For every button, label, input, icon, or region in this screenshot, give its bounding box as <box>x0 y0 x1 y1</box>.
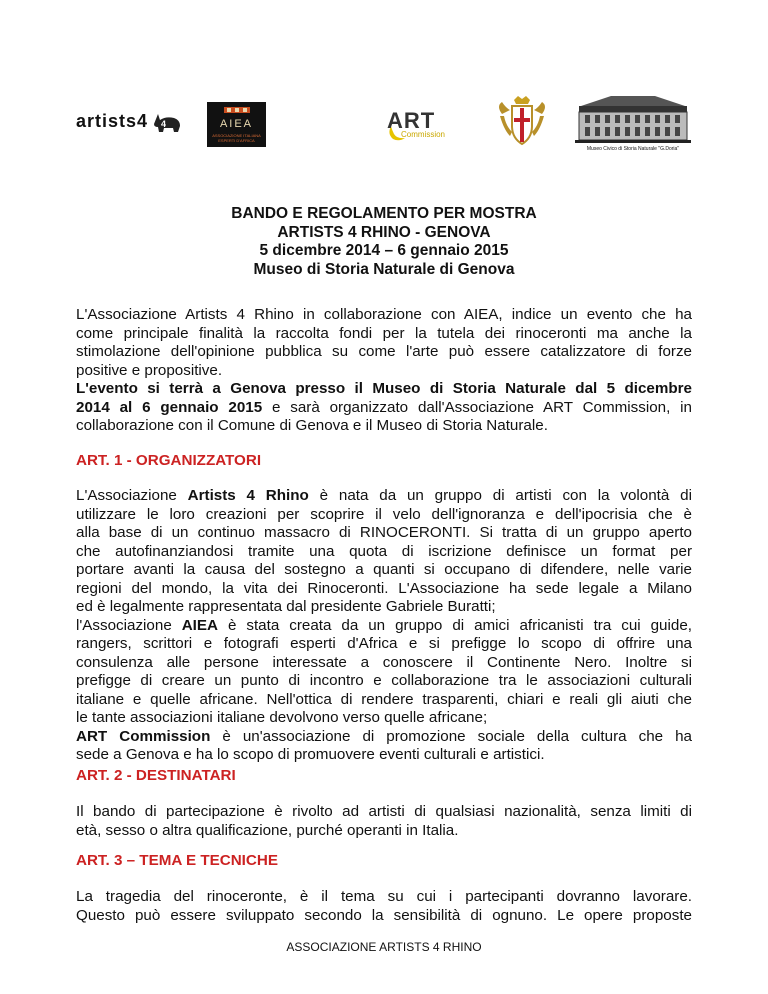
aiea-logo-sub2: ESPERTI D'AFRICA <box>218 138 255 143</box>
art3-heading: ART. 3 – TEMA E TECNICHE <box>76 852 278 869</box>
title-line-3: 5 dicembre 2014 – 6 gennaio 2015 <box>259 242 509 259</box>
art2-paragraph <box>76 803 692 840</box>
art1-line-mixed <box>76 487 692 506</box>
art1-text: è stata creata da un gruppo di amici africanisti tra cui guide, <box>218 616 692 634</box>
art-logo-sub: Commission <box>401 130 446 139</box>
logo-strip <box>0 92 768 162</box>
art1-line: italiane e quelle africane. Nell'ottica di rendere trasparenti, chiari e reali gli aiuti che <box>76 690 692 708</box>
artists4rhino-logo <box>76 108 180 136</box>
intro-date-bold: 2014 al 6 gennaio 2015 <box>76 398 263 416</box>
intro-line: come principale finalità la raccolta fondi per la tutela dei rinoceronti ma anche la <box>76 324 692 342</box>
art1-line: ed è legalmente rappresentata dal presidente Gabriele Buratti; <box>76 598 496 615</box>
title-line-2: ARTISTS 4 RHINO - GENOVA <box>277 223 491 241</box>
art1-text: L'Associazione <box>76 487 188 504</box>
art2-line: età, sesso o altra qualificazione, purché operanti in Italia. <box>76 821 459 839</box>
intro-line: stimolazione dell'opinione pubblica su come l'arte può essere catalizzatore di forze <box>76 343 692 360</box>
aiea-logo-sub1: ASSOCIAZIONE ITALIANA <box>212 133 261 138</box>
intro-line-rest: e sarà organizzato dall'Associazione ART Commission, in <box>262 398 692 416</box>
art1-line: utilizzare le loro creazioni per scoprire il velo dell'ignoranza e dell'ipocrisia che è <box>76 505 692 523</box>
art2-line: Il bando di partecipazione è rivolto ad artisti di qualsiasi nazionalità, senza limiti di <box>76 803 692 820</box>
title-line-4: Museo di Storia Naturale di Genova <box>253 260 515 278</box>
art1-name-bold: ART Commission <box>76 727 211 745</box>
title-line-1: BANDO E REGOLAMENTO PER MOSTRA <box>231 205 537 222</box>
art3-paragraph <box>76 888 692 925</box>
art1-name-bold: AIEA <box>181 616 219 634</box>
intro-line-bold: L'evento si terrà a Genova presso il Museo di Storia Naturale dal 5 dicembre <box>76 380 692 397</box>
intro-line: L'Associazione Artists 4 Rhino in collaborazione con AIEA, indice un evento che ha <box>76 306 692 323</box>
art1-text: è un'associazione di promozione sociale della cultura che ha <box>210 727 692 745</box>
intro-line-mixed <box>76 399 692 418</box>
art1-line: che autofinanziandosi tramite una quota di iscrizione definisce un format per <box>76 542 692 560</box>
art1-line: prefigge di creare un punto di incontro e collaborazione tra le associazioni culturali <box>76 672 692 689</box>
art1-line: portare avanti la causa del sostegno a quanti si occupano di difendere, nelle varie <box>76 561 692 578</box>
art1-line: alla base di un continuo massacro di RINOCERONTI. Si tratta di un gruppo aperto <box>76 524 692 541</box>
art3-line: La tragedia del rinoceronte, è il tema su cui i partecipanti dovranno lavorare. <box>76 888 692 905</box>
document-title <box>0 205 768 279</box>
art3-line: Questo può essere sviluppato secondo la sensibilità di ognuno. Le opere proposte <box>76 906 692 924</box>
intro-paragraph <box>76 306 692 436</box>
genova-crest-logo <box>494 96 550 148</box>
artists4rhino-logo-text: artists4 <box>76 111 149 131</box>
rhino-icon <box>152 110 182 134</box>
art1-paragraph <box>76 487 692 765</box>
art1-line-mixed <box>76 728 692 747</box>
museum-logo <box>571 92 695 154</box>
art1-line-mixed <box>76 617 692 636</box>
museum-building-icon <box>571 92 695 144</box>
aiea-logo-name: AIEA <box>219 118 254 130</box>
museum-logo-caption: Museo Civico di Storia Naturale "G.Doria" <box>586 146 680 152</box>
art2-heading: ART. 2 - DESTINATARI <box>76 767 236 784</box>
art-commission-logo <box>387 108 457 142</box>
intro-line: collaborazione con il Comune di Genova e il Museo di Storia Naturale. <box>76 417 548 434</box>
aiea-emblem-icon <box>224 105 250 115</box>
art1-line: consulenza alle persone interessate a conoscere il Continente Nero. Inoltre si <box>76 653 692 671</box>
intro-line: positive e propositive. <box>76 361 223 379</box>
genova-crest-icon <box>494 96 550 148</box>
art1-text: l'Associazione <box>76 616 182 634</box>
art1-line: sede a Genova e ha lo scopo di promuovere eventi culturali e artistici. <box>76 746 545 763</box>
art1-line: regioni del mondo, la vita dei Rinoceronti. L'Associazione ha sede legale a Milano <box>76 579 692 597</box>
art1-heading: ART. 1 - ORGANIZZATORI <box>76 452 262 469</box>
art1-line: le tante associazioni italiane devolvono verso quelle africane; <box>76 709 488 726</box>
art1-text: è nata da un gruppo di artisti con la volontà di <box>308 487 692 504</box>
art-logo-name: ART <box>387 108 436 133</box>
art1-line: rangers, scrittori e fotografi esperti d'Africa e si prefigge lo scopo di offrire una <box>76 635 692 652</box>
page-footer: ASSOCIAZIONE ARTISTS 4 RHINO <box>286 940 482 954</box>
svg-text:4: 4 <box>161 119 167 129</box>
art1-name-bold: Artists 4 Rhino <box>187 487 309 504</box>
aiea-logo <box>207 102 266 147</box>
